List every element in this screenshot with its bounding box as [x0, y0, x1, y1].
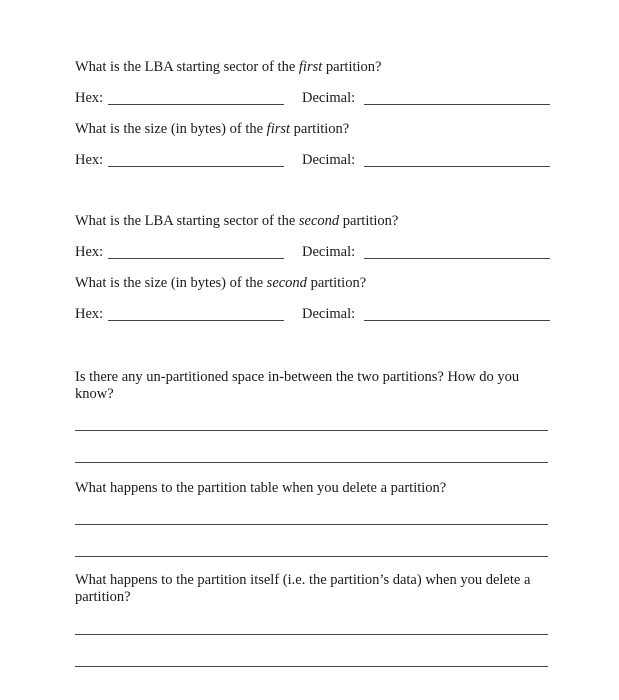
decimal-label: Decimal:	[302, 90, 356, 106]
hex-label: Hex:	[75, 90, 104, 106]
decimal-answer-field[interactable]	[364, 258, 550, 259]
hex-answer-field[interactable]	[108, 166, 284, 167]
answer-line[interactable]	[75, 524, 548, 525]
answer-line[interactable]	[75, 430, 548, 431]
hex-label: Hex:	[75, 152, 104, 168]
question-text: partition?	[306, 275, 367, 291]
question-partition-data-delete: What happens to the partition itself (i.e. the partition’s data) when you delete a partition?	[75, 572, 531, 605]
decimal-label: Decimal:	[302, 306, 356, 322]
field-row-second-lba	[75, 244, 550, 262]
field-row-second-size	[75, 306, 550, 324]
question-second-lba	[75, 213, 398, 230]
decimal-label: Decimal:	[302, 152, 356, 168]
question-first-lba	[75, 59, 381, 76]
question-text: What is the LBA starting sector of the	[75, 59, 299, 75]
question-text: What is the LBA starting sector of the	[75, 213, 299, 229]
question-text: partition?	[290, 121, 350, 137]
question-first-size	[75, 121, 349, 138]
question-emphasis: second	[298, 213, 340, 229]
field-row-first-size	[75, 152, 550, 170]
question-text: What is the size (in bytes) of the	[75, 121, 267, 137]
field-row-first-lba	[75, 90, 550, 108]
question-emphasis: first	[266, 121, 291, 137]
hex-label: Hex:	[75, 244, 104, 260]
question-partition-table-delete: What happens to the partition table when you delete a partition?	[75, 480, 447, 496]
question-unpartitioned-space: Is there any un-partitioned space in-between the two partitions? How do you know?	[75, 369, 520, 402]
hex-answer-field[interactable]	[108, 258, 284, 259]
answer-line[interactable]	[75, 462, 548, 463]
hex-answer-field[interactable]	[108, 320, 284, 321]
question-text: What is the size (in bytes) of the	[75, 275, 267, 291]
decimal-answer-field[interactable]	[364, 166, 550, 167]
answer-line[interactable]	[75, 666, 548, 667]
question-text: partition?	[322, 59, 382, 75]
hex-label: Hex:	[75, 306, 104, 322]
answer-line[interactable]	[75, 556, 548, 557]
decimal-answer-field[interactable]	[364, 104, 550, 105]
question-emphasis: second	[266, 275, 307, 291]
decimal-label: Decimal:	[302, 244, 356, 260]
question-emphasis: first	[298, 59, 323, 75]
answer-line[interactable]	[75, 634, 548, 635]
question-second-size	[75, 275, 366, 292]
question-text: partition?	[339, 213, 399, 229]
decimal-answer-field[interactable]	[364, 320, 550, 321]
hex-answer-field[interactable]	[108, 104, 284, 105]
